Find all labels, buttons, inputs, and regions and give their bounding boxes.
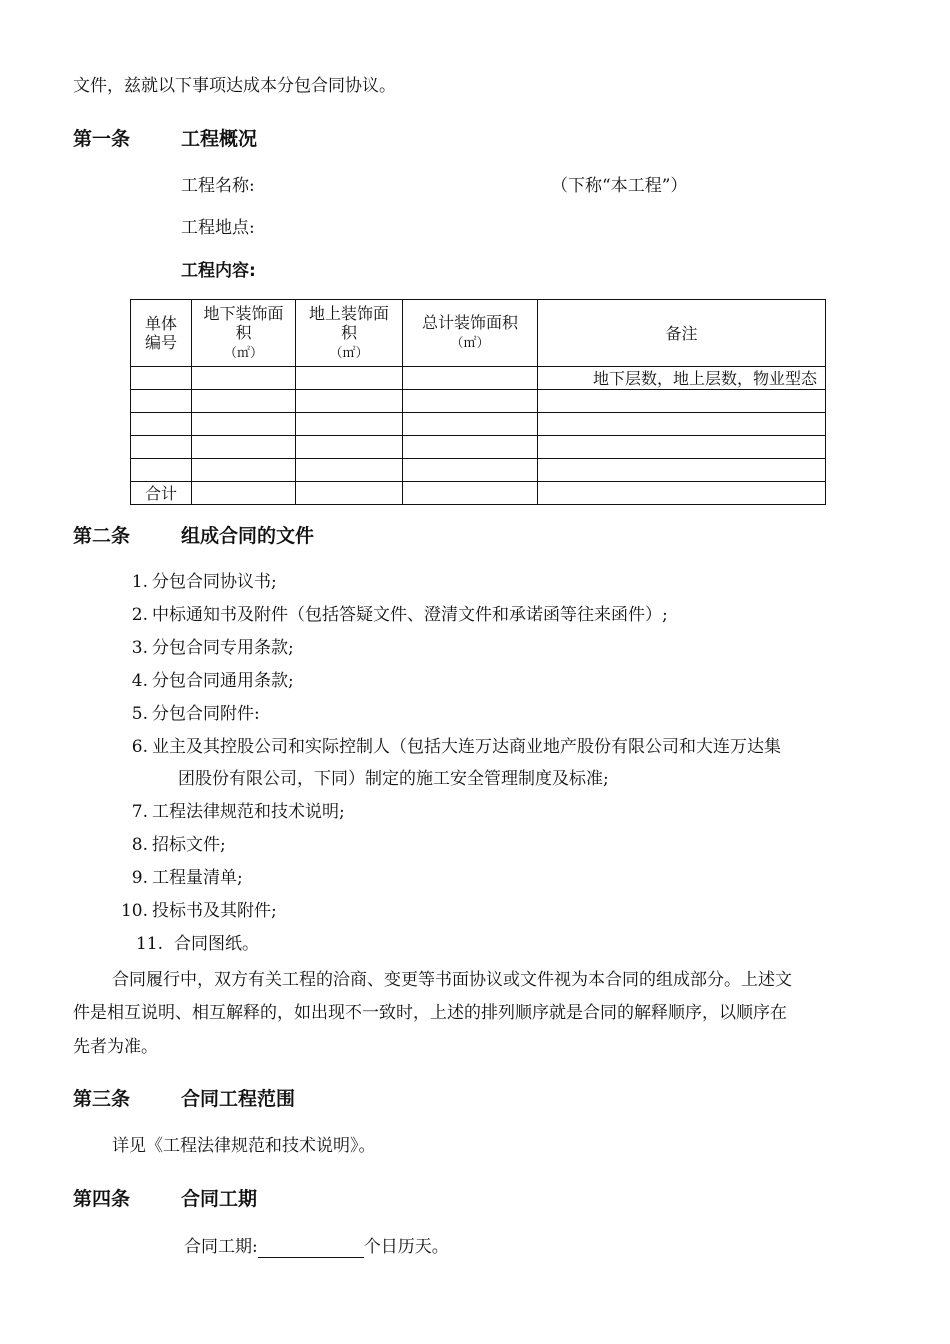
table-cell: [296, 436, 403, 459]
table-row: [131, 413, 826, 436]
table-row: [131, 459, 826, 482]
header-cell: 总计装饰面积 （㎡）: [403, 300, 538, 367]
article-2-paragraph-line-1: 合同履行中，双方有关工程的洽商、变更等书面协议或文件视为本合同的组成部分。上述文: [112, 970, 792, 990]
article-1-heading: [73, 127, 257, 151]
project-name-note: （下称“本工程”）: [551, 176, 688, 196]
table-cell: [538, 459, 826, 482]
table-cell: [538, 482, 826, 505]
contract-period-blank: [258, 1239, 364, 1258]
table-cell: [296, 390, 403, 413]
table-cell: [538, 413, 826, 436]
header-cell: 单体编号: [131, 300, 192, 367]
table-cell: [403, 459, 538, 482]
table-cell: [131, 390, 192, 413]
table-cell: [296, 482, 403, 505]
table-cell: [192, 459, 296, 482]
article-3-text: 详见《工程法律规范和技术说明》。: [112, 1136, 376, 1156]
article-1-title: 工程概况: [181, 128, 258, 150]
table-cell: [403, 482, 538, 505]
table-cell: [131, 413, 192, 436]
table-cell: [131, 367, 192, 390]
header-cell: 地下装饰面积 （㎡）: [192, 300, 296, 367]
article-4-heading: [73, 1187, 257, 1211]
project-content-label: 工程内容:: [181, 261, 256, 281]
table-cell-total-label: 合计: [131, 482, 192, 505]
table-cell: [131, 459, 192, 482]
article-2-heading: [73, 524, 314, 548]
article-3-heading: [73, 1087, 295, 1111]
article-2-title: 组成合同的文件: [181, 525, 315, 547]
article-1-number: 第一条: [73, 128, 131, 150]
table-cell: [538, 390, 826, 413]
project-name-label: 工程名称:: [181, 176, 255, 196]
article-3-title: 合同工程范围: [181, 1088, 296, 1110]
project-content-table: [130, 299, 826, 505]
table-row: [131, 367, 826, 390]
table-cell: [403, 413, 538, 436]
table-cell: 地下层数，地上层数，物业型态: [538, 367, 826, 390]
article-3-number: 第三条: [73, 1088, 131, 1110]
article-4-number: 第四条: [73, 1188, 131, 1210]
table-cell: [192, 367, 296, 390]
table-header-row: [131, 300, 826, 367]
table-cell: [296, 367, 403, 390]
table-row: [131, 436, 826, 459]
table-cell: [192, 436, 296, 459]
intro-text: 文件，兹就以下事项达成本分包合同协议。: [73, 76, 396, 96]
table-cell: [131, 436, 192, 459]
table-cell: [403, 367, 538, 390]
contract-period-line: [184, 1236, 449, 1258]
article-2-number: 第二条: [73, 525, 131, 547]
article-4-title: 合同工期: [181, 1188, 258, 1210]
table-cell: [192, 482, 296, 505]
table-cell: [538, 436, 826, 459]
contract-period-label: 合同工期:: [184, 1237, 258, 1257]
header-cell: 地上装饰面积 （㎡）: [296, 300, 403, 367]
table-cell: [296, 413, 403, 436]
table-row: [131, 390, 826, 413]
project-location-label: 工程地点:: [181, 218, 255, 238]
table-cell: [403, 390, 538, 413]
article-2-paragraph-line-3: 先者为准。: [73, 1037, 158, 1057]
article-2-paragraph-line-2: 件是相互说明、相互解释的，如出现不一致时，上述的排列顺序就是合同的解释顺序，以顺序在: [73, 1003, 787, 1023]
table-total-row: [131, 482, 826, 505]
table-cell: [192, 390, 296, 413]
table-cell: [296, 459, 403, 482]
header-cell: 备注: [538, 300, 826, 367]
table-cell: [192, 413, 296, 436]
contract-period-suffix: 个日历天。: [363, 1237, 449, 1257]
table-cell: [403, 436, 538, 459]
